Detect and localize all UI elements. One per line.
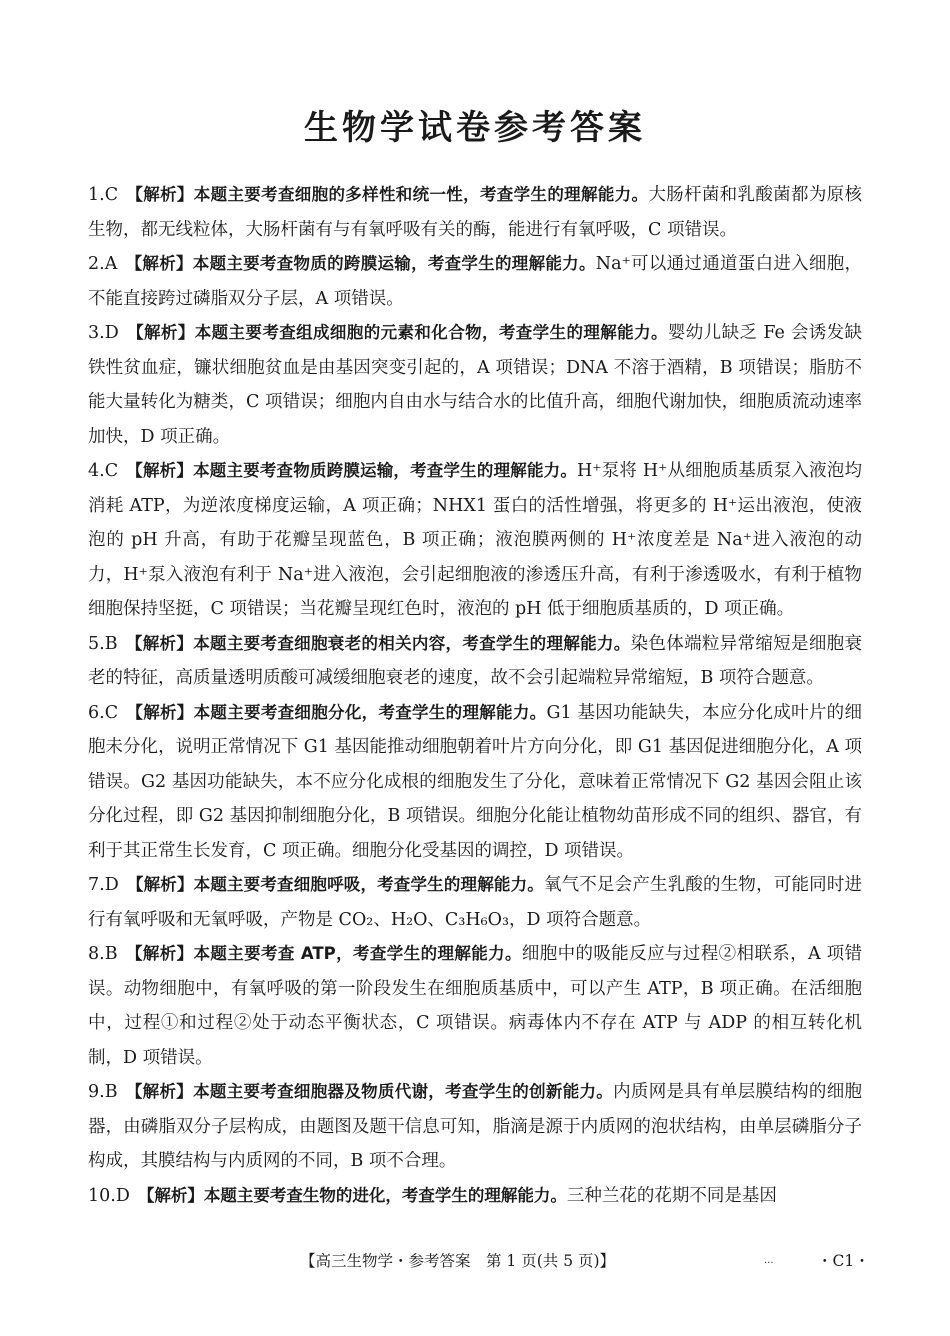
answer-item-10 [88, 1179, 862, 1214]
analysis-tag: 【解析】 [126, 461, 194, 480]
item-lead: 本题主要考查组成细胞的元素和化合物，考查学生的理解能力。 [194, 323, 668, 342]
item-lead: 本题主要考查物质跨膜运输，考查学生的理解能力。 [193, 461, 578, 480]
answer-item-6 [88, 696, 862, 869]
footer-code: ・C1・ [817, 1252, 870, 1270]
item-lead: 本题主要考查 ATP，考查学生的理解能力。 [193, 944, 522, 963]
item-number: 4. [88, 461, 105, 481]
item-lead: 本题主要考查细胞的多样性和统一性，考查学生的理解能力。 [193, 185, 649, 204]
answer-item-1 [88, 178, 862, 247]
item-body: G1 基因功能缺失，本应分化成叶片的细胞未分化，说明正常情况下 G1 基因能推动细胞朝着叶片方向分化，即 G1 基因促进细胞分化，A 项错误。G2 基因功能缺失，本不应分化成根的细胞发生了分化，意味着正常情况下 G2 基因会阻止该分化过程，即 G2 基因抑制细胞分化，B 项错误。细胞分化能让植物幼苗形成不同的组织、器官，有利于其正常生长发育，C 项正确。细胞分化受基因的调控，D 项错误。 [88, 702, 862, 861]
analysis-tag: 【解析】 [125, 633, 194, 653]
item-lead: 本题主要考查生物的进化，考查学生的理解能力。 [203, 1185, 567, 1205]
analysis-tag: 【解析】 [126, 185, 194, 204]
item-number: 1. [88, 185, 105, 205]
item-body: 染色体端粒异常缩短是细胞衰老的特征，高质量透明质酸可减缓细胞衰老的速度，故不会引起端粒异常缩短，B 项符合题意。 [88, 633, 863, 688]
analysis-tag: 【解析】 [126, 875, 194, 894]
item-answer: C [104, 702, 119, 723]
footer-page-info: 【高三生物学・参考答案 第 1 页(共 5 页)】 [300, 1252, 616, 1270]
item-body: 内质网是具有单层膜结构的细胞器，由磷脂双分子层构成，由题图及题干信息可知，脂滴是源于内质网的泡状结构，由单层磷脂分子构成，其膜结构与内质网的不同，B 项不合理。 [88, 1082, 863, 1171]
item-number: 10. [88, 1185, 116, 1206]
analysis-tag: 【解析】 [126, 323, 195, 342]
item-body: 大肠杆菌和乳酸菌都为原核生物，都无线粒体，大肠杆菌有与有氧呼吸有关的酶，能进行有氧呼吸，C 项错误。 [88, 185, 863, 240]
item-number: 6. [88, 702, 105, 723]
footer-dots: ... [764, 1255, 774, 1266]
item-number: 8. [88, 944, 105, 964]
analysis-tag: 【解析】 [126, 702, 194, 722]
item-body: Na⁺可以通过通道蛋白进入细胞，不能直接跨过磷脂双分子层，A 项错误。 [88, 254, 863, 309]
item-answer: D [104, 875, 119, 895]
item-number: 5. [88, 633, 105, 654]
item-lead: 本题主要考查细胞呼吸，考查学生的理解能力。 [193, 875, 544, 894]
answer-list [88, 178, 862, 1213]
item-body: 婴幼儿缺乏 Fe 会诱发缺铁性贫血症，镰状细胞贫血是由基因突变引起的，A 项错误；DNA 不溶于酒精，B 项错误；脂肪不能大量转化为糖类，C 项错误；细胞内自由水与结合水的比值升高，细胞代谢加快，细胞质流动速率加快，D 项正确。 [88, 323, 863, 447]
item-answer: C [104, 461, 119, 481]
analysis-tag: 【解析】 [125, 944, 194, 963]
answer-item-3 [88, 316, 862, 454]
answer-item-5 [88, 627, 862, 696]
answer-item-9 [88, 1075, 862, 1179]
item-lead: 本题主要考查细胞器及物质代谢，考查学生的创新能力。 [193, 1082, 614, 1101]
page-title: 生物学试卷参考答案 [304, 108, 646, 148]
item-answer: D [115, 1185, 130, 1206]
answer-item-8 [88, 937, 862, 1075]
item-number: 7. [88, 875, 105, 895]
analysis-tag: 【解析】 [125, 1082, 194, 1101]
item-answer: B [104, 1082, 118, 1102]
item-body: 三种兰花的花期不同是基因 [566, 1185, 777, 1206]
item-number: 2. [88, 254, 105, 274]
analysis-tag: 【解析】 [137, 1185, 204, 1205]
item-answer: B [104, 633, 118, 654]
item-body: 细胞中的吸能反应与过程②相联系，A 项错误。动物细胞中，有氧呼吸的第一阶段发生在细胞质基质中，可以产生 ATP，B 项正确。在活细胞中，过程①和过程②处于动态平衡状态，C 项错误。病毒体内不存在 ATP 与 ADP 的相互转化机制，D 项错误。 [88, 944, 863, 1068]
analysis-tag: 【解析】 [125, 254, 193, 273]
item-lead: 本题主要考查细胞衰老的相关内容，考查学生的理解能力。 [193, 633, 631, 653]
answer-item-4 [88, 454, 862, 627]
item-answer: A [104, 254, 118, 274]
answer-item-7 [88, 868, 862, 937]
answer-item-2 [88, 247, 862, 316]
item-number: 9. [88, 1082, 105, 1102]
item-number: 3. [88, 323, 105, 343]
item-answer: B [104, 944, 118, 964]
item-answer: D [104, 323, 119, 343]
item-lead: 本题主要考查细胞分化，考查学生的理解能力。 [193, 702, 547, 722]
item-lead: 本题主要考查物质的跨膜运输，考查学生的理解能力。 [192, 254, 596, 273]
item-answer: C [104, 185, 119, 205]
item-body: H⁺泵将 H⁺从细胞质基质泵入液泡均消耗 ATP，为逆浓度梯度运输，A 项正确；NHX1 蛋白的活性增强，将更多的 H⁺运出液泡，使液泡的 pH 升高，有助于花瓣呈现蓝色，B 项正确；液泡膜两侧的 H⁺浓度差是 Na⁺进入液泡的动力，H⁺泵入液泡有利于 Na⁺进入液泡，会引起细胞液的渗透压升高，有利于渗透吸水，有利于植物细胞保持坚挺，C 项错误；当花瓣呈现红色时，液泡的 pH 低于细胞质基质的，D 项正确。 [88, 461, 863, 619]
item-body: 氧气不足会产生乳酸的生物，可能同时进行有氧呼吸和无氧呼吸，产物是 CO₂、H₂O、C₃H₆O₃，D 项符合题意。 [88, 875, 863, 930]
